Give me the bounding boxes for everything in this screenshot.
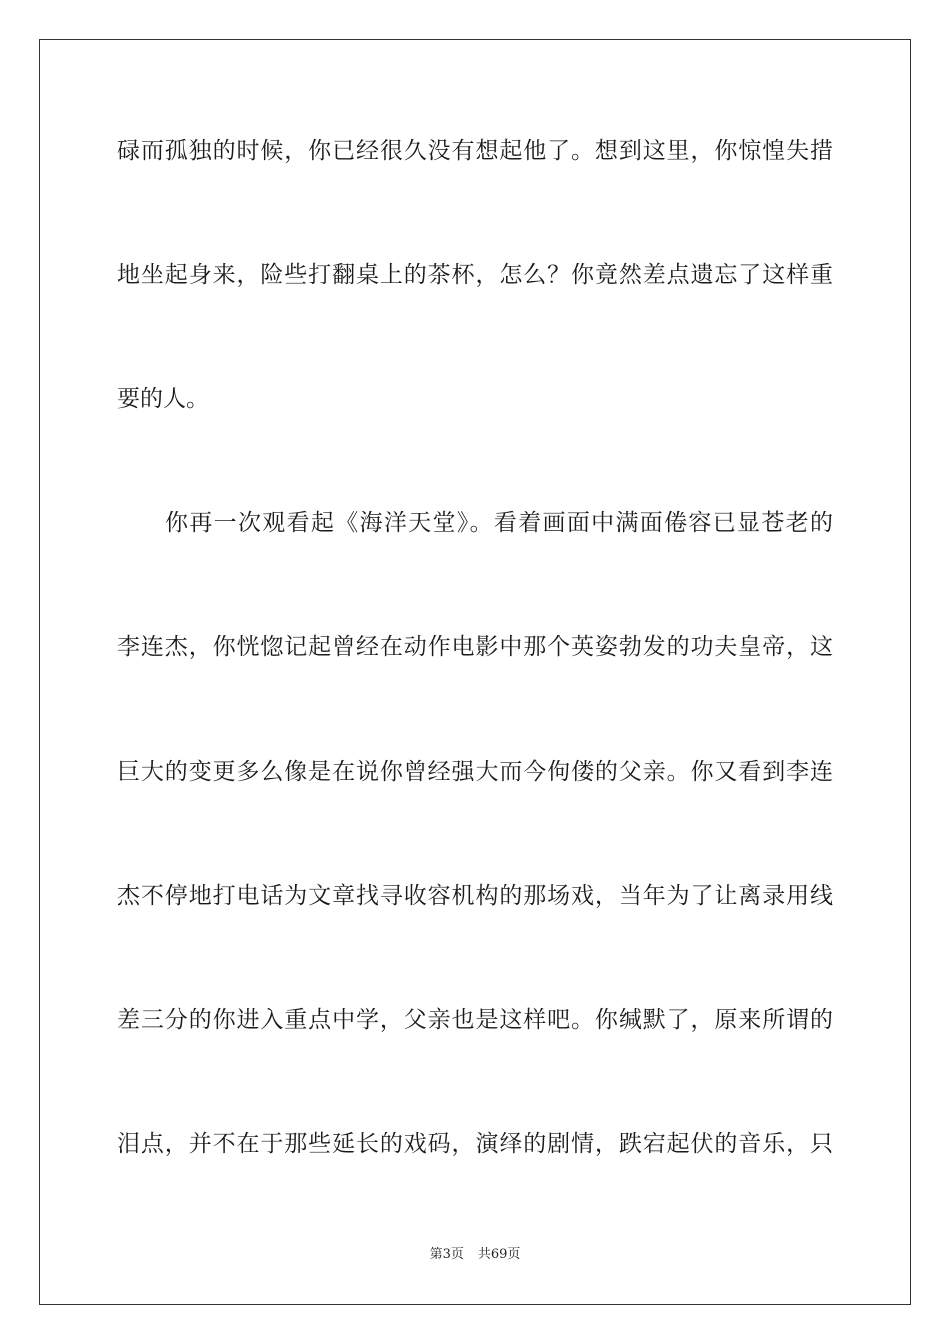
text-line: 要的人。 (117, 386, 209, 412)
text-line: 杰不停地打电话为文章找寻收容机构的那场戏，当年为了让离录用线 (117, 883, 833, 909)
text-line: 泪点，并不在于那些延长的戏码，演绎的剧情，跌宕起伏的音乐，只 (117, 1131, 833, 1157)
page-footer (0, 1245, 950, 1265)
text-line: 巨大的变更多么像是在说你曾经强大而今佝偻的父亲。你又看到李连 (117, 759, 833, 785)
page-number: 第3页 (429, 1247, 464, 1262)
page-border (39, 39, 911, 1305)
text-line: 碌而孤独的时候，你已经很久没有想起他了。想到这里，你惊惶失措 (117, 138, 833, 164)
text-line: 差三分的你进入重点中学，父亲也是这样吧。你缄默了，原来所谓的 (117, 1007, 833, 1033)
page-total: 共69页 (477, 1247, 521, 1262)
text-line: 你再一次观看起《海洋天堂》。看着画面中满面倦容已显苍老的 (165, 510, 833, 536)
text-line: 李连杰，你恍惚记起曾经在动作电影中那个英姿勃发的功夫皇帝，这 (117, 634, 833, 660)
text-line: 地坐起身来，险些打翻桌上的茶杯，怎么？你竟然差点遗忘了这样重 (117, 262, 833, 288)
